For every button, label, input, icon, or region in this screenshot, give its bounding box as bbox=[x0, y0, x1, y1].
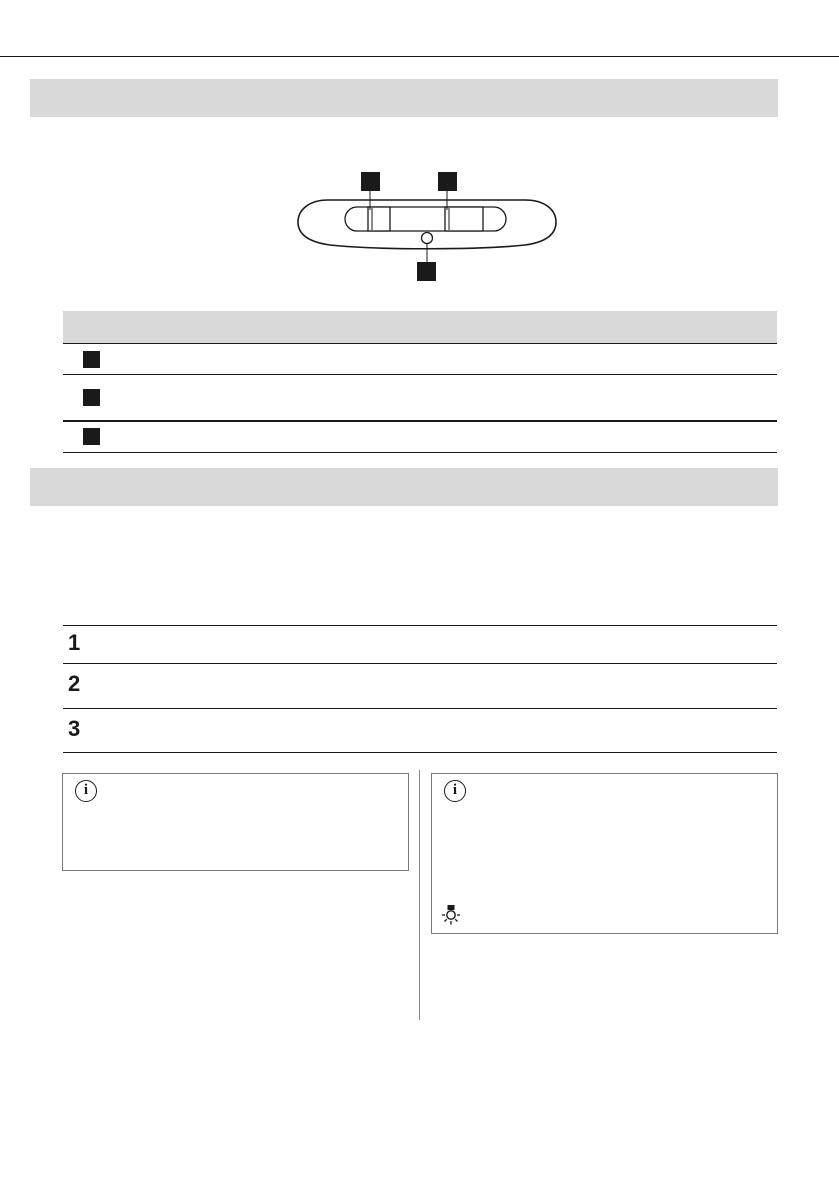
table-row bbox=[63, 422, 777, 453]
table-header bbox=[63, 311, 777, 344]
callout-marker-3 bbox=[417, 262, 436, 281]
info-icon: i bbox=[75, 780, 97, 802]
step-table bbox=[63, 625, 777, 753]
top-rule bbox=[0, 56, 839, 57]
callout-marker-icon bbox=[83, 428, 100, 445]
step-row bbox=[63, 664, 777, 709]
step-number: 2 bbox=[68, 671, 81, 696]
step-row bbox=[63, 709, 777, 753]
callout-marker-icon bbox=[83, 389, 100, 406]
slider-knob-right bbox=[445, 207, 483, 231]
step-row bbox=[63, 626, 777, 664]
table-row bbox=[63, 344, 777, 375]
panel-housing-outline bbox=[298, 200, 556, 249]
info-note-right bbox=[431, 773, 778, 934]
control-description-table bbox=[63, 311, 777, 453]
section-header-bar-2 bbox=[30, 468, 778, 506]
table-row bbox=[63, 375, 777, 422]
info-note-left bbox=[62, 773, 409, 871]
section-header-bar-1 bbox=[30, 79, 778, 117]
callout-marker-1 bbox=[361, 172, 380, 191]
step-number: 1 bbox=[68, 630, 81, 655]
slider-track bbox=[345, 207, 506, 231]
callout-marker-icon bbox=[83, 351, 100, 368]
step-number: 3 bbox=[68, 716, 81, 741]
info-icon: i bbox=[444, 780, 466, 802]
control-panel-illustration bbox=[0, 0, 839, 300]
lightbulb-icon bbox=[440, 904, 462, 926]
slider-knob-left bbox=[368, 207, 390, 231]
column-divider bbox=[419, 770, 420, 1020]
indicator-light bbox=[422, 233, 433, 244]
callout-marker-2 bbox=[438, 172, 457, 191]
